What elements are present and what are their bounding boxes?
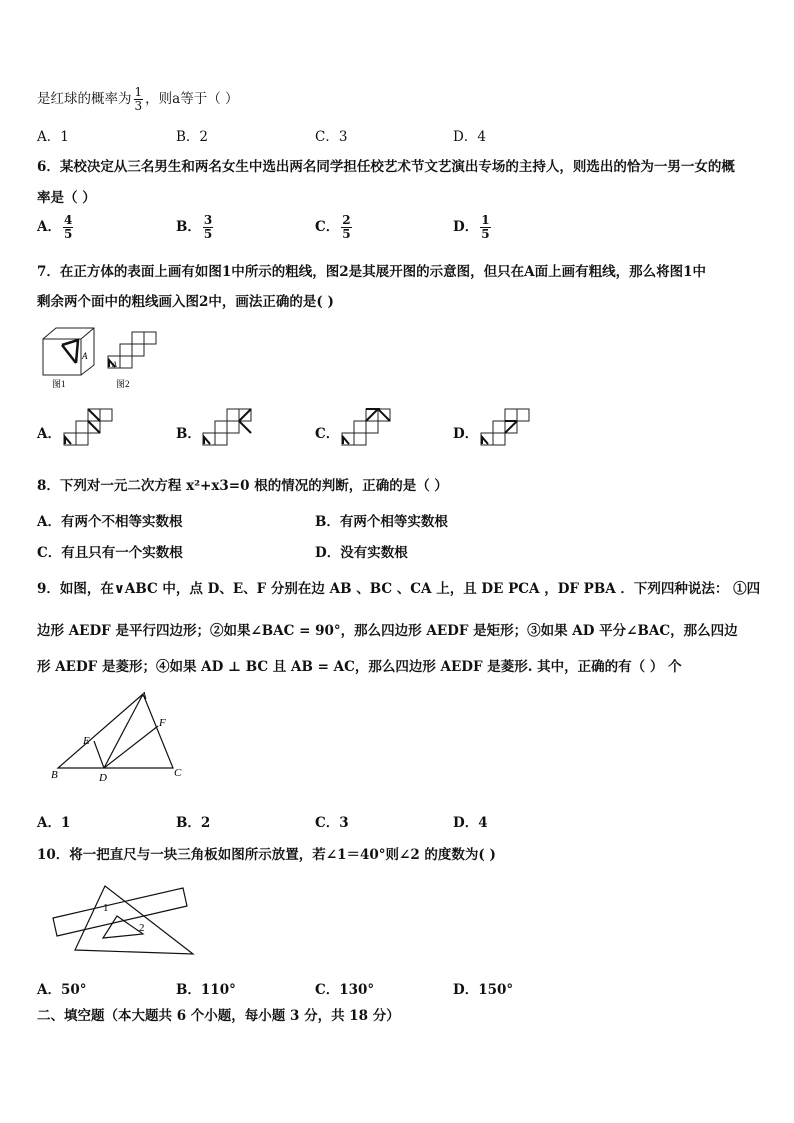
q7-fig1-caption: 图1 <box>52 379 66 389</box>
q7-cube-face-label: A <box>82 351 88 361</box>
q6-option-d-frac <box>480 214 490 241</box>
q5-option-b: B．2 <box>176 129 209 145</box>
q7-cube-figure <box>40 325 98 393</box>
q5-stem <box>37 86 238 113</box>
q6-b-den: 5 <box>203 227 213 241</box>
q8-option-a: A．有两个不相等实数根 <box>37 514 183 530</box>
q7-net-figure <box>106 330 164 394</box>
q7-stem-line2: 剩余两个面中的粗线画入图2中，画法正确的是( ) <box>37 294 334 310</box>
q7-option-d-label: D． <box>453 426 479 442</box>
q9-label-f: F <box>159 717 166 729</box>
q6-d-num: 1 <box>481 213 490 227</box>
q7-option-a-label: A． <box>37 426 61 442</box>
q9-label-a: A <box>140 690 147 702</box>
q5-option-a: A．1 <box>37 129 69 145</box>
q9-triangle-figure <box>48 686 193 786</box>
q6-d-den: 5 <box>481 227 490 241</box>
q8-stem: 8．下列对一元二次方程 x²+x3=0 根的情况的判断，正确的是（ ） <box>37 478 448 494</box>
q6-c-num: 2 <box>342 213 351 227</box>
q8-option-c: C．有且只有一个实数根 <box>37 545 183 561</box>
q7-fig2-caption: 图2 <box>116 379 130 389</box>
q5-stem-post: ，则a等于（ ） <box>145 91 239 107</box>
q9-option-a: A．1 <box>37 815 71 831</box>
q6-option-c-frac <box>341 214 351 241</box>
q10-option-d: D．150° <box>453 982 514 998</box>
q10-option-a: A．50° <box>37 982 87 998</box>
q6-option-d <box>453 214 493 241</box>
q7-option-c-net <box>340 407 396 449</box>
q7-option-b-label: B． <box>176 426 201 442</box>
q5-option-d: D．4 <box>453 129 486 145</box>
q6-option-d-letter: D． <box>453 219 479 235</box>
q9-option-b: B．2 <box>176 815 211 831</box>
q10-option-c: C．130° <box>315 982 375 998</box>
q9-stem-line2: 边形 AEDF 是平行四边形；②如果∠BAC = 90°，那么四边形 AEDF 是矩形；③如果 AD 平分∠BAC，那么四边 <box>37 623 738 639</box>
q6-option-a <box>37 214 75 241</box>
q7-option-c-label: C． <box>315 426 340 442</box>
q6-b-num: 3 <box>203 213 213 227</box>
q5-frac-den: 3 <box>134 99 143 113</box>
q6-option-b-letter: B． <box>176 219 201 235</box>
q9-label-b: B <box>51 769 58 781</box>
q6-option-a-letter: A． <box>37 219 61 235</box>
q8-option-d: D．没有实数根 <box>315 545 408 561</box>
section-2-title: 二、填空题（本大题共 6 个小题，每小题 3 分，共 18 分） <box>37 1008 400 1024</box>
q6-option-c-letter: C． <box>315 219 340 235</box>
q6-stem-line2: 率是（ ） <box>37 190 96 206</box>
q10-angle-1: 1 <box>103 902 109 914</box>
q10-angle-2: 2 <box>139 922 145 934</box>
q5-option-c: C．3 <box>315 129 348 145</box>
q10-ruler-triangle-figure <box>45 878 205 960</box>
q5-fraction <box>134 86 144 113</box>
q6-a-den: 5 <box>63 227 73 241</box>
q6-option-b <box>176 214 215 241</box>
q9-label-d: D <box>99 772 107 784</box>
q9-label-e: E <box>83 735 90 747</box>
q7-option-d-net <box>479 407 535 449</box>
q6-option-a-frac <box>63 214 73 241</box>
q6-option-b-frac <box>203 214 213 241</box>
q9-label-c: C <box>174 767 182 779</box>
q10-stem: 10．将一把直尺与一块三角板如图所示放置，若∠1＝40°则∠2 的度数为( ) <box>37 847 496 863</box>
q7-stem-line1: 7．在正方体的表面上画有如图1中所示的粗线，图2是其展开图的示意图，但只在A面上画有粗线，那么将图1中 <box>37 264 707 280</box>
q7-net-face-label: A <box>112 360 117 369</box>
q5-frac-num: 1 <box>134 85 143 99</box>
q6-a-num: 4 <box>63 213 73 227</box>
q9-stem-line1: 9．如图，在∨ABC 中，点 D、E、F 分别在边 AB 、BC 、CA 上，且 DE PCA ，DF PBA ．下列四种说法： ①四 <box>37 581 761 597</box>
q6-c-den: 5 <box>342 227 351 241</box>
q7-option-b-net <box>201 407 257 449</box>
q10-option-b: B．110° <box>176 982 236 998</box>
q9-option-d: D．4 <box>453 815 488 831</box>
q7-option-a-net <box>62 407 118 449</box>
q6-stem-line1: 6．某校决定从三名男生和两名女生中选出两名同学担任校艺术节文艺演出专场的主持人，则选出的恰为一男一女的概 <box>37 159 735 175</box>
q6-option-c <box>315 214 354 241</box>
q9-option-c: C．3 <box>315 815 349 831</box>
q9-stem-line3: 形 AEDF 是菱形；④如果 AD ⊥ BC 且 AB = AC，那么四边形 AEDF 是菱形. 其中，正确的有（ ） 个 <box>37 659 682 675</box>
q5-stem-pre: 是红球的概率为 <box>37 91 132 107</box>
q8-option-b: B．有两个相等实数根 <box>315 514 448 530</box>
